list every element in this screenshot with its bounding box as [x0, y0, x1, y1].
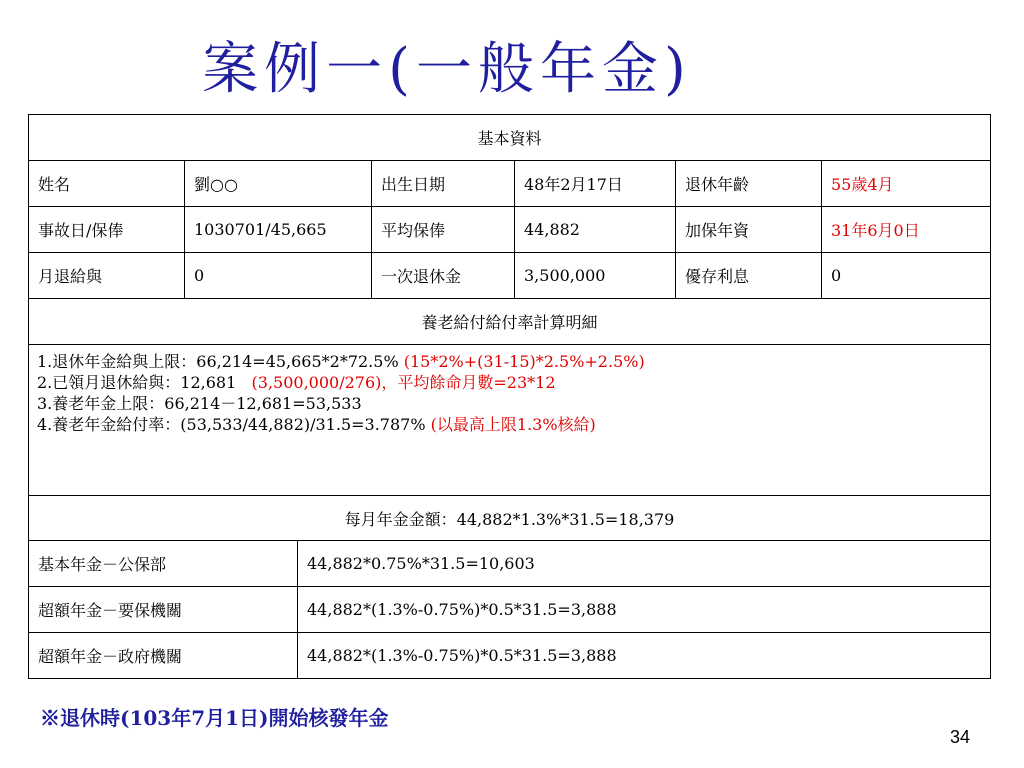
table-row — [29, 633, 991, 679]
calculation-details — [29, 345, 991, 496]
table-row — [29, 161, 991, 207]
detail-line-1 — [37, 351, 982, 372]
monthly-retirement-label: 月退給與 — [29, 253, 185, 299]
name-value: 劉○○ — [185, 161, 372, 207]
table-row — [29, 207, 991, 253]
calculation-header: 養老給付給付率計算明細 — [29, 299, 991, 345]
basic-info-header-row — [29, 115, 991, 161]
breakdown-value: 44,882*(1.3%-0.75%)*0.5*31.5=3,888 — [298, 633, 991, 679]
monthly-amount-row — [29, 496, 991, 541]
detail-note: (以最高上限1.3%核給) — [430, 415, 596, 434]
monthly-amount: 每月年金金額：44,882*1.3%*31.5=18,379 — [29, 496, 991, 541]
detail-note: (3,500,000/276)，平均餘命月數=23*12 — [251, 373, 556, 392]
table-row — [29, 587, 991, 633]
pension-case-table — [28, 114, 991, 679]
table-row — [29, 253, 991, 299]
calculation-header-row — [29, 299, 991, 345]
basic-info-header: 基本資料 — [29, 115, 991, 161]
detail-text: 1.退休年金給與上限：66,214=45,665*2*72.5% — [37, 352, 399, 371]
incident-date-value: 1030701/45,665 — [185, 207, 372, 253]
preferential-interest-label: 優存利息 — [676, 253, 822, 299]
insured-years-value: 31年6月0日 — [822, 207, 991, 253]
retirement-age-value: 55歲4月 — [822, 161, 991, 207]
footnote: ※退休時(103年7月1日)開始核發年金 — [40, 706, 389, 730]
calculation-details-row — [29, 345, 991, 496]
average-salary-value: 44,882 — [515, 207, 676, 253]
breakdown-label: 超額年金－政府機關 — [29, 633, 298, 679]
monthly-retirement-value: 0 — [185, 253, 372, 299]
breakdown-label: 超額年金－要保機關 — [29, 587, 298, 633]
detail-line-2 — [37, 372, 982, 393]
lump-sum-value: 3,500,000 — [515, 253, 676, 299]
average-salary-label: 平均保俸 — [372, 207, 515, 253]
slide-title: 案例一(一般年金) — [202, 37, 692, 102]
birth-date-label: 出生日期 — [372, 161, 515, 207]
incident-date-label: 事故日/保俸 — [29, 207, 185, 253]
name-label: 姓名 — [29, 161, 185, 207]
detail-note: (15*2%+(31-15)*2.5%+2.5%) — [403, 352, 645, 371]
breakdown-value: 44,882*(1.3%-0.75%)*0.5*31.5=3,888 — [298, 587, 991, 633]
birth-date-value: 48年2月17日 — [515, 161, 676, 207]
retirement-age-label: 退休年齡 — [676, 161, 822, 207]
detail-text: 2.已領月退休給與：12,681 — [37, 373, 237, 392]
breakdown-value: 44,882*0.75%*31.5=10,603 — [298, 541, 991, 587]
lump-sum-label: 一次退休金 — [372, 253, 515, 299]
detail-text: 3.養老年金上限：66,214－12,681=53,533 — [37, 394, 362, 413]
table-row — [29, 541, 991, 587]
page-number: 34 — [949, 727, 970, 747]
detail-line-3 — [37, 393, 982, 414]
insured-years-label: 加保年資 — [676, 207, 822, 253]
preferential-interest-value: 0 — [822, 253, 991, 299]
breakdown-label: 基本年金－公保部 — [29, 541, 298, 587]
detail-text: 4.養老年金給付率：(53,533/44,882)/31.5=3.787% — [37, 415, 426, 434]
detail-line-4 — [37, 414, 982, 435]
